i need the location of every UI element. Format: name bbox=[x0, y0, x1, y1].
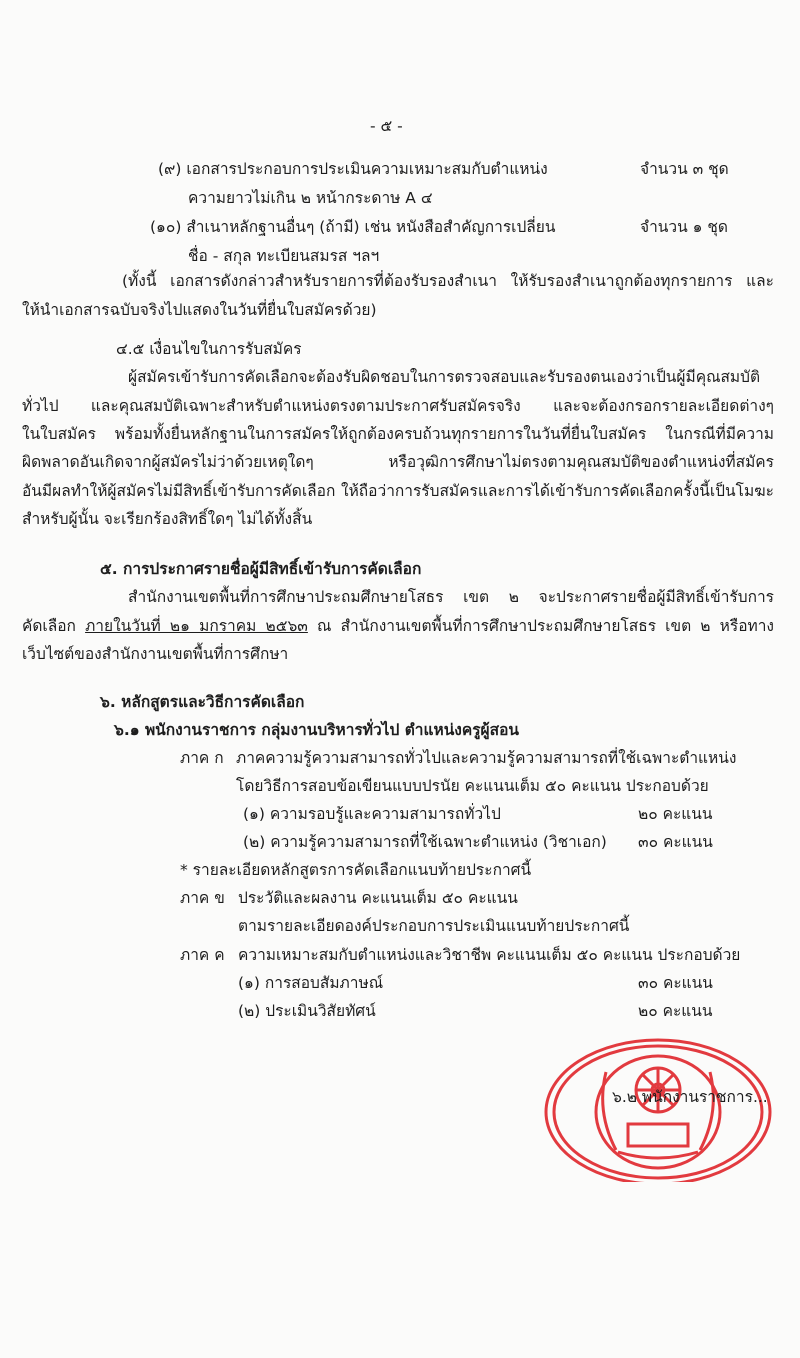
note-line-1: (ทั้งนี้ เอกสารดังกล่าวสำหรับรายการที่ต้องรับรองสำเนา ให้รับรองสำเนาถูกต้องทุกรายการ และ bbox=[122, 272, 774, 290]
part-b-line-1: ประวัติและผลงาน คะแนนเต็ม ๕๐ คะแนน bbox=[238, 889, 518, 907]
part-a-label: ภาค ก bbox=[180, 749, 224, 767]
section-4-5-line: สำหรับผู้นั้น จะเรียกร้องสิทธิ์ใดๆ ไม่ได้ทั้งสิ้น bbox=[22, 510, 313, 528]
section-5-line-1: สำนักงานเขตพื้นที่การศึกษาประถมศึกษายโสธร เขต ๒ จะประกาศรายชื่อผู้มีสิทธิ์เข้ารับการ bbox=[128, 588, 774, 606]
announcement-date: ภายในวันที่ ๒๑ มกราคม ๒๕๖๓ bbox=[85, 617, 308, 635]
document-item-10: (๑๐) สำเนาหลักฐานอื่นๆ (ถ้ามี) เช่น หนังสือสำคัญการเปลี่ยน bbox=[150, 218, 556, 236]
part-a-line-1: ภาคความรู้ความสามารถทั่วไปและความรู้ความสามารถที่ใช้เฉพาะตำแหน่ง bbox=[236, 749, 737, 767]
part-b-label: ภาค ข bbox=[180, 889, 225, 907]
part-a-item-2: (๒) ความรู้ความสามารถที่ใช้เฉพาะตำแหน่ง (วิชาเอก) bbox=[243, 833, 607, 851]
part-a-line-2: โดยวิธีการสอบข้อเขียนแบบปรนัย คะแนนเต็ม ๕๐ คะแนน ประกอบด้วย bbox=[236, 777, 709, 795]
part-a-item-1-score: ๒๐ คะแนน bbox=[638, 805, 713, 823]
section-4-5-line: ในใบสมัคร พร้อมทั้งยื่นหลักฐานในการสมัครให้ถูกต้องครบถ้วนทุกรายการในวันที่ยื่นใบสมัคร ในกรณีที่มีความ bbox=[22, 425, 774, 443]
document-item-10-continuation: ชื่อ - สกุล ทะเบียนสมรส ฯลฯ bbox=[188, 247, 380, 265]
part-c-item-1-score: ๓๐ คะแนน bbox=[638, 974, 713, 992]
part-a-item-1: (๑) ความรอบรู้และความสามารถทั่วไป bbox=[243, 805, 501, 823]
part-c-line-1: ความเหมาะสมกับตำแหน่งและวิชาชีพ คะแนนเต็ม ๕๐ คะแนน ประกอบด้วย bbox=[238, 946, 741, 964]
section-4-5-line: ทั่วไป และคุณสมบัติเฉพาะสำหรับตำแหน่งตรงตามประกาศรับสมัครจริง และจะต้องกรอกรายละเอียดต่างๆ bbox=[22, 397, 774, 415]
section-4-5-line: ผู้สมัครเข้ารับการคัดเลือกจะต้องรับผิดชอบในการตรวจสอบและรับรองตนเองว่าเป็นผู้มีคุณสมบัติ bbox=[128, 368, 761, 386]
part-c-item-1: (๑) การสอบสัมภาษณ์ bbox=[238, 974, 384, 992]
part-b-line-2: ตามรายละเอียดองค์ประกอบการประเมินแนบท้ายประกาศนี้ bbox=[238, 917, 630, 935]
document-item-9: (๙) เอกสารประกอบการประเมินความเหมาะสมกับตำแหน่ง bbox=[158, 160, 548, 178]
document-item-10-quantity: จำนวน ๑ ชุด bbox=[640, 218, 728, 236]
section-4-5-line: อันมีผลทำให้ผู้สมัครไม่มีสิทธิ์เข้ารับการคัดเลือก ให้ถือว่าการรับสมัครและการได้เข้ารับการคัดเลือกครั้งนี้เป็นโมฆะ bbox=[22, 482, 774, 500]
page-number: - ๕ - bbox=[370, 117, 403, 135]
curriculum-note: * รายละเอียดหลักสูตรการคัดเลือกแนบท้ายประกาศนี้ bbox=[180, 861, 532, 879]
section-4-5-line: ผิดพลาดอันเกิดจากผู้สมัครไม่ว่าด้วยเหตุใดๆ หรือวุฒิการศึกษาไม่ตรงตามคุณสมบัติของตำแหน่งที่สมัคร bbox=[22, 453, 774, 471]
section-5-line-2-prefix: คัดเลือก bbox=[22, 617, 86, 635]
section-5-line-3: เว็บไซต์ของสำนักงานเขตพื้นที่การศึกษา bbox=[22, 645, 289, 663]
section-6-heading: ๖. หลักสูตรและวิธีการคัดเลือก bbox=[100, 693, 305, 711]
note-line-2: ให้นำเอกสารฉบับจริงไปแสดงในวันที่ยื่นใบสมัครด้วย) bbox=[22, 301, 377, 319]
section-4-5-heading: ๔.๕ เงื่อนไขในการรับสมัคร bbox=[116, 340, 302, 358]
section-5-heading: ๕. การประกาศรายชื่อผู้มีสิทธิ์เข้ารับการคัดเลือก bbox=[100, 560, 422, 578]
document-item-9-quantity: จำนวน ๓ ชุด bbox=[640, 160, 729, 178]
part-c-item-2-score: ๒๐ คะแนน bbox=[638, 1002, 713, 1020]
continuation-text: ๖.๒ พนักงานราชการ... bbox=[612, 1088, 768, 1106]
part-c-label: ภาค ค bbox=[180, 946, 225, 964]
document-item-9-continuation: ความยาวไม่เกิน ๒ หน้ากระดาษ A ๔ bbox=[188, 189, 433, 207]
section-6-1-heading: ๖.๑ พนักงานราชการ กลุ่มงานบริหารทั่วไป ตำแหน่งครูผู้สอน bbox=[114, 721, 519, 739]
section-5-line-2 bbox=[22, 613, 774, 639]
part-a-item-2-score: ๓๐ คะแนน bbox=[638, 833, 713, 851]
part-c-item-2: (๒) ประเมินวิสัยทัศน์ bbox=[238, 1002, 376, 1020]
section-5-line-2-suffix: ณ สำนักงานเขตพื้นที่การศึกษาประถมศึกษายโสธร เขต ๒ หรือทาง bbox=[307, 617, 775, 635]
